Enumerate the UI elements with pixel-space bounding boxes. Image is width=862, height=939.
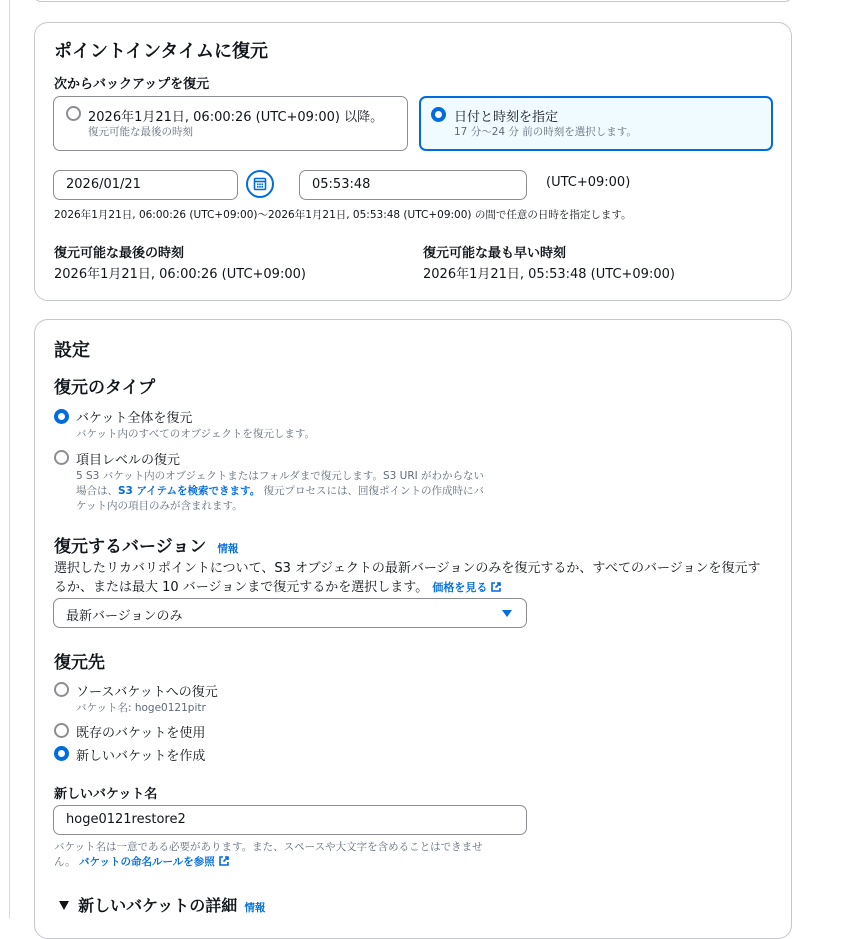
timezone-label: (UTC+09:00) [546,175,631,190]
item-level-desc-3: ケット内の項目のみが含まれます。 [76,500,243,512]
calendar-icon [253,177,267,191]
version-title-row [54,532,238,557]
version-desc-1: 選択したリカバリポイントについて、S3 オブジェクトの最新バージョンのみを復元するか、すべてのバージョンを復元す [54,561,761,576]
item-level-desc-2 [76,483,484,498]
restore-latest-desc: 復元可能な最後の時刻 [88,126,193,138]
pricing-link[interactable] [432,581,502,594]
bucket-name-hint-2-pre: ん。 [54,856,76,868]
calendar-button[interactable] [246,170,274,198]
item-level-radio[interactable] [54,450,69,465]
existing-bucket-radio[interactable] [54,723,69,738]
new-bucket-details-toggle[interactable] [59,893,265,916]
naming-rules-link-text: バケットの命名ルールを参照 [78,856,215,868]
new-bucket-radio[interactable] [54,746,69,761]
item-level-label[interactable]: 項目レベルの復元 [76,453,181,468]
bucket-name-hint-2 [54,854,230,869]
specify-datetime-label: 日付と時刻を指定 [454,110,559,125]
new-bucket-details-title: 新しいバケットの詳細 [78,896,238,915]
latest-time-label: 復元可能な最後の時刻 [54,246,185,261]
existing-bucket-label[interactable]: 既存のバケットを使用 [76,726,206,741]
restore-latest-radio[interactable] [66,106,81,121]
item-level-desc-1: 5 S3 バケット内のオブジェクトまたはフォルダまで復元します。S3 URI がわからない [76,470,485,482]
pricing-link-text: 価格を見る [432,581,488,594]
time-input[interactable]: 05:53:48 [299,170,527,200]
source-bucket-label[interactable]: ソースバケットへの復元 [76,685,218,700]
settings-title: 設定 [54,340,90,361]
chevron-down-icon [502,610,512,617]
item-level-desc-2-pre: 場合は、 [76,485,118,497]
external-link-icon [490,581,502,593]
new-bucket-details-info-link[interactable]: 情報 [244,902,266,914]
search-s3-items-link[interactable]: S3 アイテムを検索できます。 [118,485,261,497]
new-bucket-name-input[interactable]: hoge0121restore2 [53,805,527,835]
restore-latest-label: 2026年1月21日, 06:00:26 (UTC+09:00) 以降。 [88,110,384,125]
version-desc-2-text: るか、または最大 10 バージョンまで復元するかを選択します。 [54,580,429,595]
full-bucket-desc: バケット内のすべてのオブジェクトを復元します。 [76,428,315,440]
settings-panel [34,319,792,939]
specify-datetime-radio[interactable] [431,107,446,122]
external-link-icon [218,855,230,867]
item-level-desc-2-post: 復元プロセスには、回復ポイントの作成時にバ [260,485,485,497]
version-info-link[interactable]: 情報 [217,543,239,555]
destination-title: 復元先 [54,653,105,673]
restore-type-title: 復元のタイプ [54,378,156,398]
source-bucket-radio[interactable] [54,682,69,697]
version-title: 復元するバージョン [54,537,207,557]
version-select[interactable] [53,598,527,628]
earliest-time-label: 復元可能な最も早い時刻 [423,246,567,261]
specify-datetime-tile[interactable] [419,96,773,151]
new-bucket-label[interactable]: 新しいバケットを作成 [76,749,206,764]
range-hint: 2026年1月21日, 06:00:26 (UTC+09:00)～2026年1月21日, 05:53:48 (UTC+09:00) の間で任意の日時を指定します。 [54,209,632,221]
version-select-value: 最新バージョンのみ [66,609,183,624]
specify-datetime-desc: 17 分～24 分 前の時刻を選択します。 [454,126,637,138]
restore-latest-tile[interactable] [53,96,408,151]
new-bucket-name-label: 新しいバケット名 [54,787,158,802]
previous-panel-edge [34,0,792,2]
bucket-name-hint-1: バケット名は一意である必要があります。また、スペースや大文字を含めることはできませ [54,841,483,853]
pitr-panel [34,22,792,301]
restore-from-label: 次からバックアップを復元 [54,77,210,92]
earliest-time-value: 2026年1月21日, 05:53:48 (UTC+09:00) [423,267,675,282]
caret-down-icon [59,901,69,910]
full-bucket-radio[interactable] [54,409,69,424]
source-bucket-desc: バケット名: hoge0121pitr [76,702,206,714]
version-desc-2 [54,576,502,595]
date-input[interactable]: 2026/01/21 [53,170,238,200]
naming-rules-link[interactable] [79,856,230,868]
full-bucket-label[interactable]: バケット全体を復元 [76,411,193,426]
pitr-title: ポイントインタイムに復元 [54,41,269,62]
latest-time-value: 2026年1月21日, 06:00:26 (UTC+09:00) [54,267,306,282]
